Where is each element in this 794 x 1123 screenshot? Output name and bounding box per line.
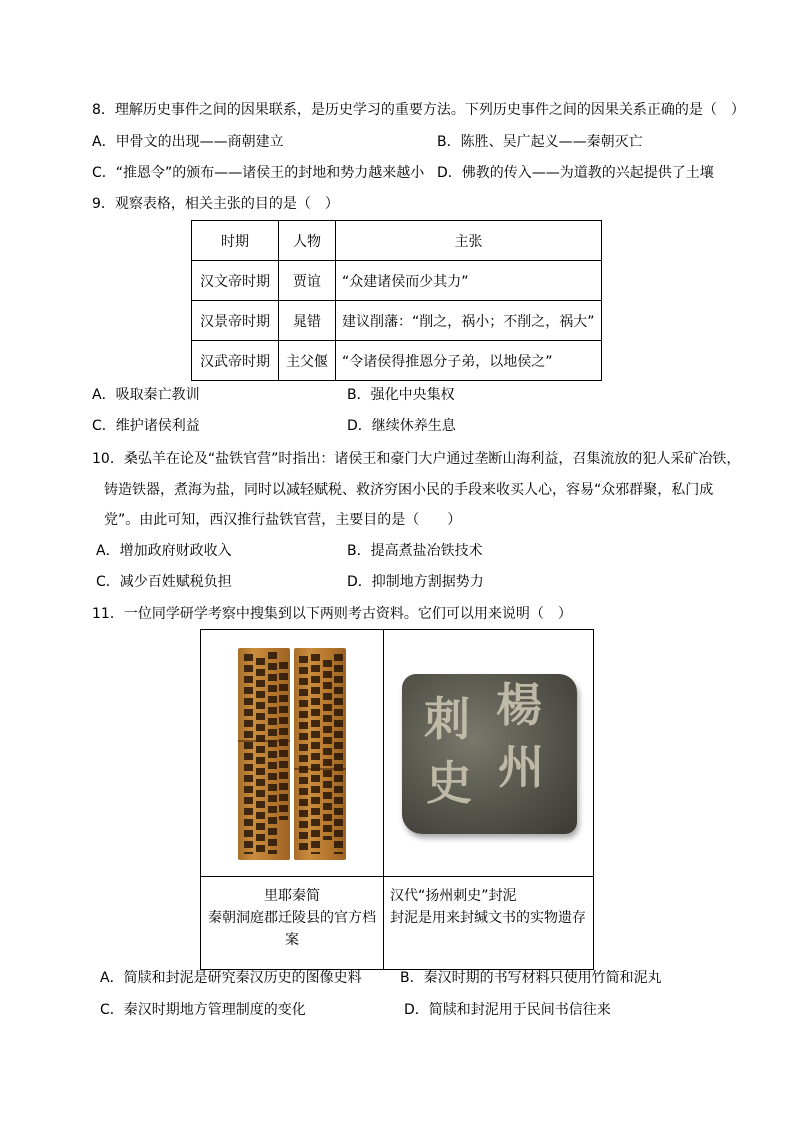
table-cell-period: 汉景帝时期 xyxy=(192,301,279,341)
q11-stem: 11．一位同学研学考察中搜集到以下两则考古资料。它们可以用来说明（ ） xyxy=(92,606,572,622)
q11-option-d[interactable]: D．简牍和封泥用于民间书信往来 xyxy=(404,1002,611,1018)
bamboo-slip-image xyxy=(238,648,346,860)
q10-option-b[interactable]: B．提高煮盐冶铁技术 xyxy=(347,543,483,559)
table-row xyxy=(192,261,602,301)
table-header-row xyxy=(192,221,602,261)
table-cell-proposal: 建议削藩：“削之，祸小；不削之，祸大” xyxy=(336,301,602,341)
q10-option-d[interactable]: D．抑制地方割据势力 xyxy=(347,574,484,590)
q10-stem-line1: 10．桑弘羊在论及“盐铁官营”时指出：诸侯王和豪门大户通过垄断山海利益，召集流放的犯人采矿冶铁， xyxy=(92,451,741,467)
q10-option-a[interactable]: A．增加政府财政收入 xyxy=(96,543,232,559)
q8-option-a[interactable]: A．甲骨文的出现——商朝建立 xyxy=(92,134,284,150)
table-cell-proposal: “众建诸侯而少其力” xyxy=(336,261,602,301)
clay-seal-image-cell xyxy=(384,630,594,877)
table-cell-proposal: “令诸侯得推恩分子弟，以地侯之” xyxy=(336,341,602,381)
table-row xyxy=(192,341,602,381)
table-cell-person: 贾谊 xyxy=(279,261,336,301)
q11-option-c[interactable]: C．秦汉时期地方管理制度的变化 xyxy=(100,1002,306,1018)
table-header-person: 人物 xyxy=(279,221,336,261)
table-cell-period: 汉武帝时期 xyxy=(192,341,279,381)
clay-seal-image: 楊 刺 州 史 xyxy=(402,674,577,834)
q11-table xyxy=(200,629,594,970)
bamboo-slip-image-cell xyxy=(201,630,384,877)
table-cell-person: 晁错 xyxy=(279,301,336,341)
clay-seal-caption-title: 汉代“扬州刺史”封泥 xyxy=(390,888,517,904)
table-cell-period: 汉文帝时期 xyxy=(192,261,279,301)
q9-option-d[interactable]: D．继续休养生息 xyxy=(347,418,456,434)
q9-stem: 9．观察表格，相关主张的目的是（ ） xyxy=(92,196,339,212)
q8-option-b[interactable]: B．陈胜、吴广起义——秦朝灭亡 xyxy=(437,134,643,150)
bamboo-slip-caption-title: 里耶秦简 xyxy=(264,888,320,904)
table-cell-person: 主父偃 xyxy=(279,341,336,381)
q9-option-b[interactable]: B．强化中央集权 xyxy=(347,387,455,403)
q9-option-c[interactable]: C．维护诸侯利益 xyxy=(92,418,200,434)
q9-option-a[interactable]: A．吸取秦亡教训 xyxy=(92,387,200,403)
table-header-proposal: 主张 xyxy=(336,221,602,261)
q11-option-b[interactable]: B．秦汉时期的书写材料只使用竹简和泥丸 xyxy=(400,970,662,986)
bamboo-slip-caption xyxy=(201,877,384,970)
q8-stem: 8．理解历史事件之间的因果联系，是历史学习的重要方法。下列历史事件之间的因果关系正确的是（ ） xyxy=(92,102,745,118)
q10-option-c[interactable]: C．减少百姓赋税负担 xyxy=(96,574,232,590)
q9-table xyxy=(191,220,602,381)
q11-option-a[interactable]: A．简牍和封泥是研究秦汉历史的图像史料 xyxy=(100,970,362,986)
bamboo-slip-caption-desc: 秦朝洞庭郡迁陵县的官方档案 xyxy=(208,910,376,948)
q10-stem-line2: 铸造铁器，煮海为盐，同时以减轻赋税、救济穷困小民的手段来收买人心，容易“众邪群聚，私门成 xyxy=(104,482,714,498)
table-header-period: 时期 xyxy=(192,221,279,261)
clay-seal-caption-desc: 封泥是用来封缄文书的实物遗存 xyxy=(390,910,586,926)
q8-option-d[interactable]: D．佛教的传入——为道教的兴起提供了土壤 xyxy=(437,165,714,181)
clay-seal-caption xyxy=(384,877,594,970)
q10-stem-line3: 党”。由此可知，西汉推行盐铁官营，主要目的是（ ） xyxy=(104,512,462,528)
q8-option-c[interactable]: C．“推恩令”的颁布——诸侯王的封地和势力越来越小 xyxy=(92,165,425,181)
table-row xyxy=(192,301,602,341)
